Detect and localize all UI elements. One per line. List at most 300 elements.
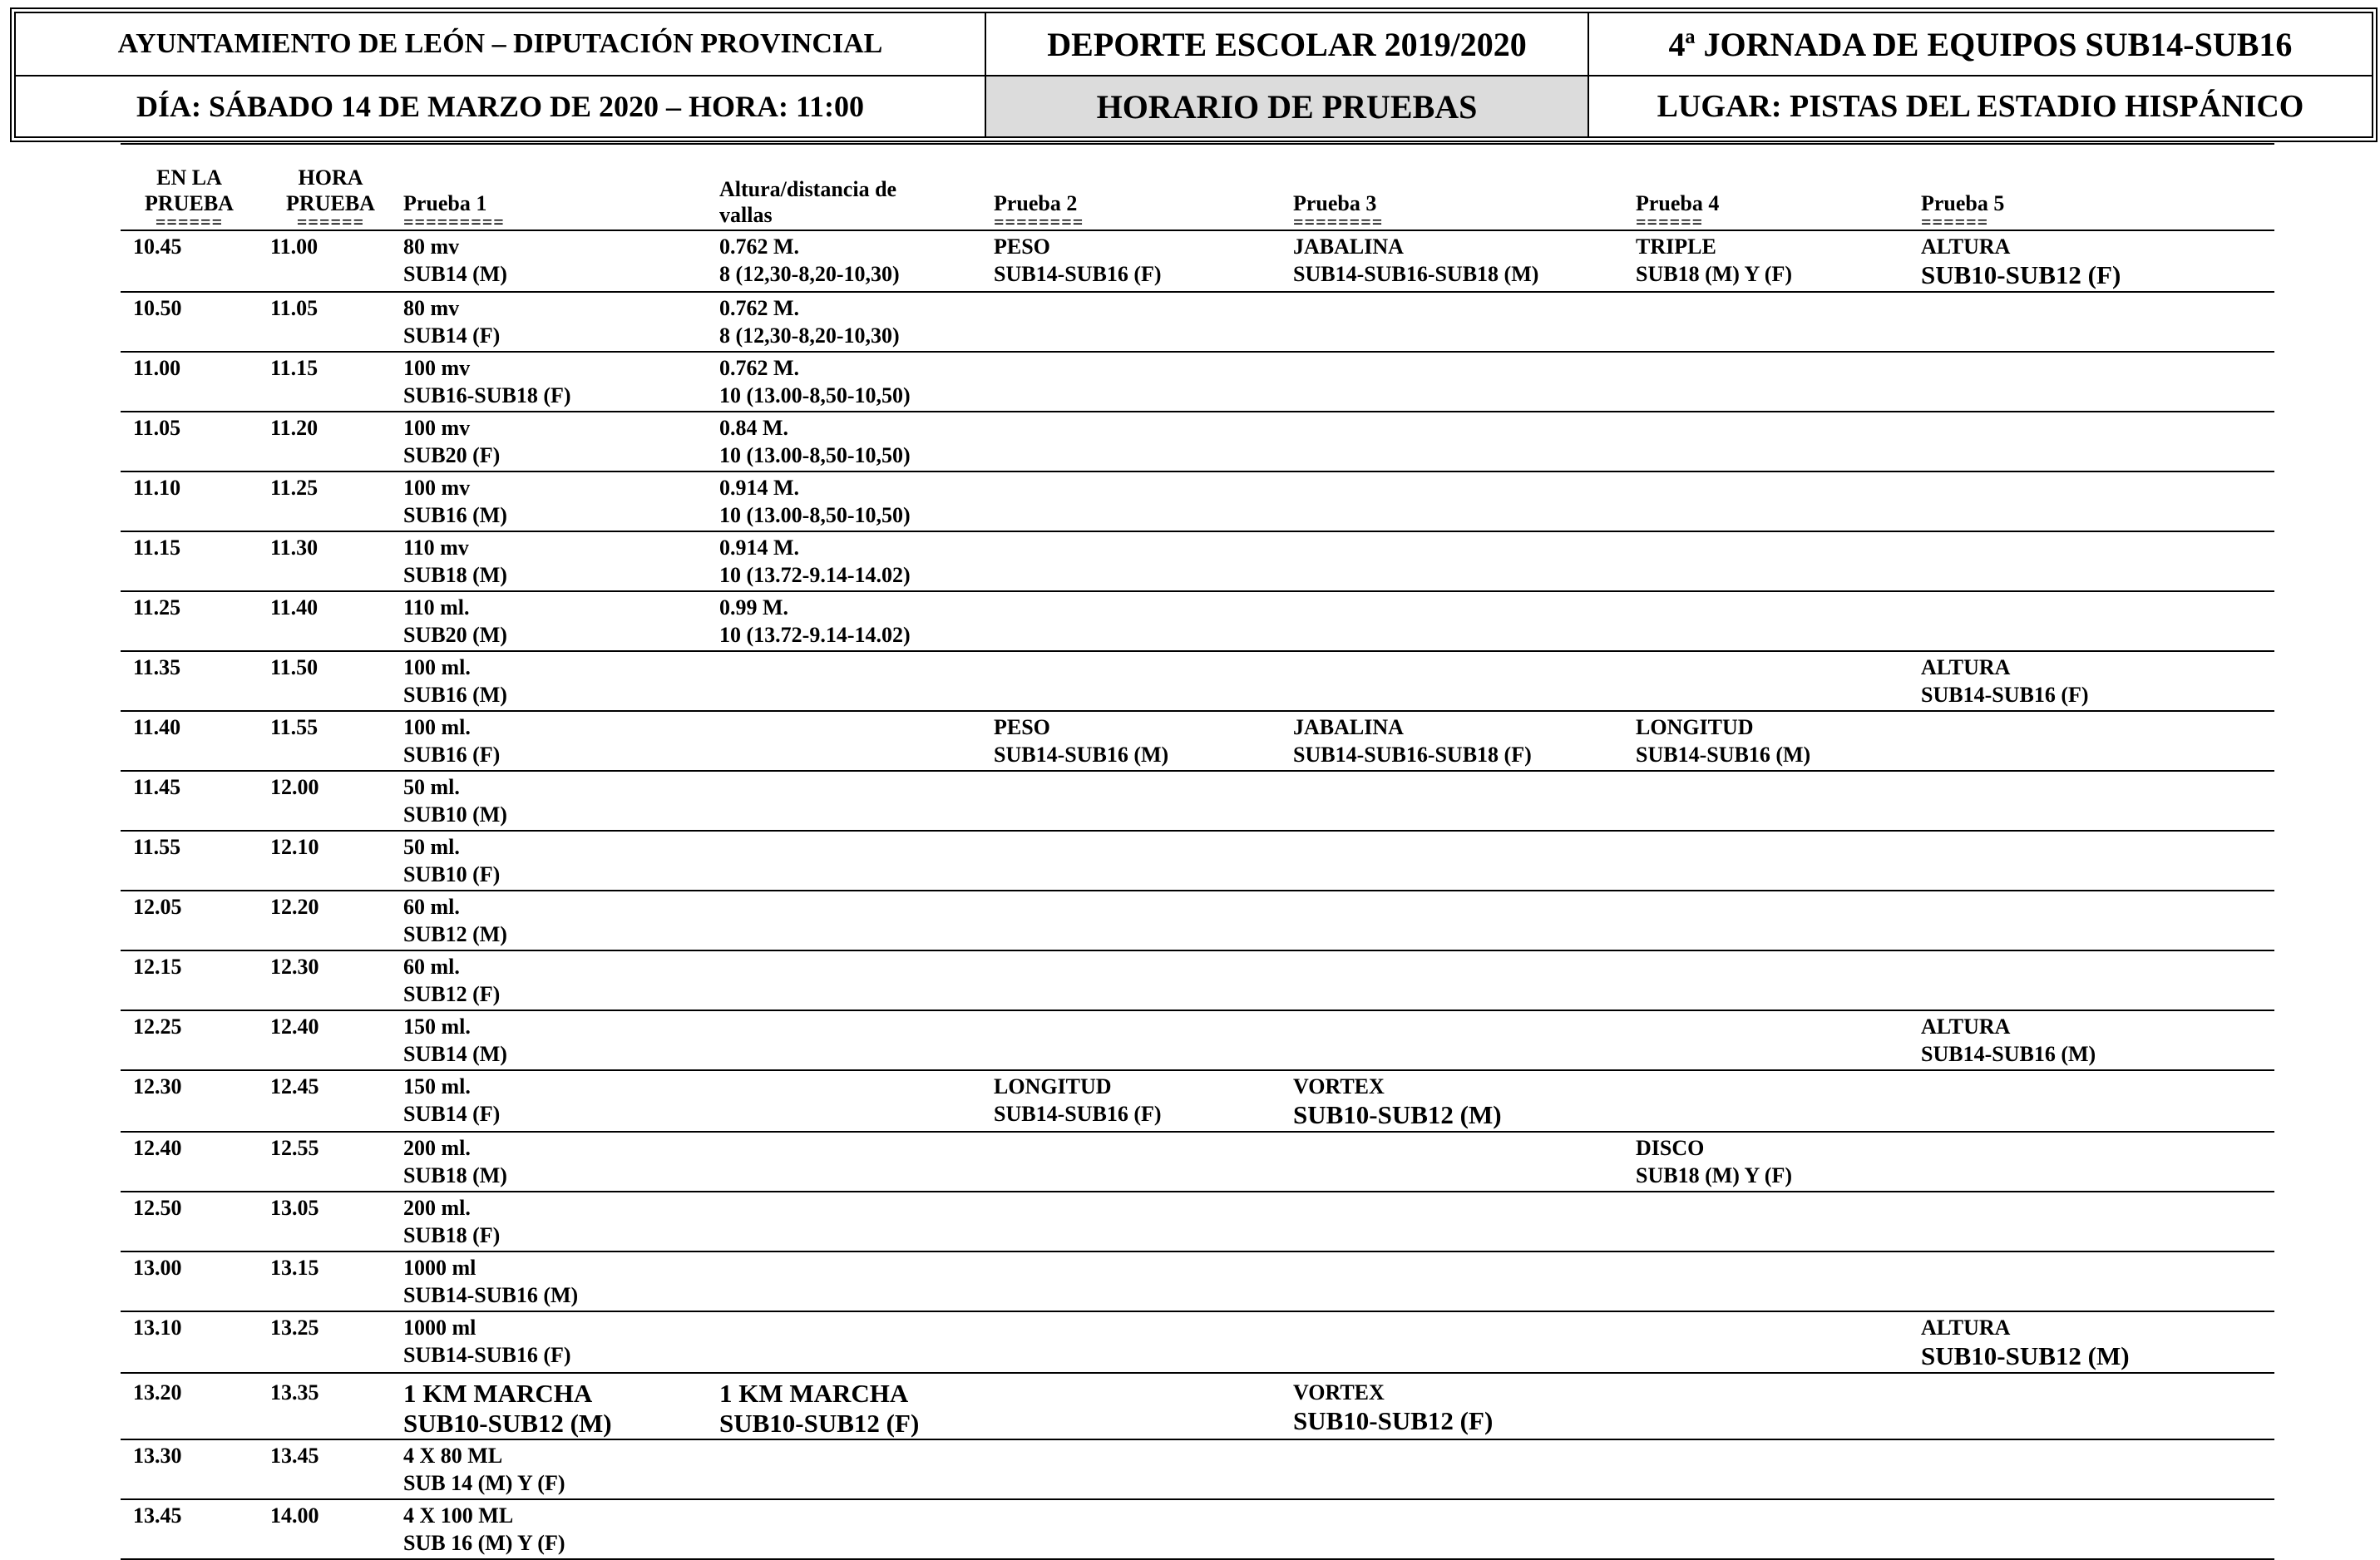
prueba-1-cell bbox=[403, 230, 719, 292]
en-la-prueba-cell: 11.55 bbox=[121, 831, 258, 891]
event-category: SUB10-SUB12 (M) bbox=[1293, 1100, 1502, 1129]
table-row bbox=[121, 1070, 2274, 1132]
hora-prueba-cell: 12.30 bbox=[258, 950, 403, 1010]
prueba-3-cell bbox=[1293, 1251, 1636, 1311]
event-category: SUB10-SUB12 (M) bbox=[403, 1409, 612, 1438]
prueba-1-cell bbox=[403, 531, 719, 591]
prueba-5-cell bbox=[1921, 1311, 2274, 1373]
prueba-5-cell bbox=[1921, 412, 2274, 471]
prueba-5-cell bbox=[1921, 1251, 2274, 1311]
table-row bbox=[121, 591, 2274, 651]
vallas-cell bbox=[719, 711, 994, 771]
event-name: 4 X 100 ML bbox=[403, 1503, 514, 1528]
event-name: 110 mv bbox=[403, 536, 469, 560]
event-name: ALTURA bbox=[1921, 1316, 2011, 1340]
event-name: 0.914 M. bbox=[719, 536, 800, 560]
prueba-1-cell bbox=[403, 1251, 719, 1311]
col-header-prueba-2: Prueba 2 ======== bbox=[994, 145, 1293, 230]
hora-prueba-cell: 13.15 bbox=[258, 1251, 403, 1311]
table-row bbox=[121, 1132, 2274, 1192]
event-category: SUB14 (F) bbox=[403, 1102, 501, 1126]
prueba-3-cell bbox=[1293, 950, 1636, 1010]
prueba-1-cell bbox=[403, 1439, 719, 1499]
table-row bbox=[121, 891, 2274, 950]
prueba-4-cell bbox=[1636, 891, 1921, 950]
event-category: SUB10 (F) bbox=[403, 862, 501, 886]
event-name: 100 mv bbox=[403, 476, 471, 500]
prueba-2-cell bbox=[994, 531, 1293, 591]
event-category: SUB16-SUB18 (F) bbox=[403, 383, 571, 407]
col-header-prueba-1: Prueba 1 ========= bbox=[403, 145, 719, 230]
hora-prueba-cell: 12.20 bbox=[258, 891, 403, 950]
prueba-1-cell bbox=[403, 1132, 719, 1192]
prueba-5-cell bbox=[1921, 352, 2274, 412]
event-category: SUB14-SUB16-SUB18 (M) bbox=[1293, 262, 1539, 286]
hora-prueba-cell: 11.40 bbox=[258, 591, 403, 651]
hora-prueba-cell: 13.45 bbox=[258, 1439, 403, 1499]
prueba-2-cell bbox=[994, 1499, 1293, 1559]
event-name: DISCO bbox=[1636, 1136, 1705, 1160]
event-category: SUB14 (M) bbox=[403, 1042, 507, 1066]
prueba-5-cell bbox=[1921, 471, 2274, 531]
table-row bbox=[121, 831, 2274, 891]
event-name: 4 X 80 ML bbox=[403, 1444, 503, 1468]
vallas-cell bbox=[719, 1499, 994, 1559]
table-row bbox=[121, 471, 2274, 531]
en-la-prueba-cell: 12.30 bbox=[121, 1070, 258, 1132]
prueba-5-cell bbox=[1921, 1192, 2274, 1251]
vallas-cell bbox=[719, 950, 994, 1010]
event-name: 50 ml. bbox=[403, 775, 460, 799]
en-la-prueba-cell: 13.00 bbox=[121, 1251, 258, 1311]
vallas-cell bbox=[719, 352, 994, 412]
prueba-4-cell bbox=[1636, 412, 1921, 471]
prueba-1-cell bbox=[403, 831, 719, 891]
vallas-cell bbox=[719, 651, 994, 711]
prueba-1-cell bbox=[403, 292, 719, 352]
event-name: LONGITUD bbox=[1636, 715, 1754, 739]
event-name: 110 ml. bbox=[403, 595, 470, 620]
event-category: 10 (13.72-9.14-14.02) bbox=[719, 623, 911, 647]
prueba-4-cell bbox=[1636, 711, 1921, 771]
event-name: 50 ml. bbox=[403, 835, 460, 859]
en-la-prueba-cell: 13.10 bbox=[121, 1311, 258, 1373]
table-row bbox=[121, 771, 2274, 831]
event-name: 100 ml. bbox=[403, 655, 471, 679]
prueba-4-cell bbox=[1636, 1070, 1921, 1132]
prueba-1-cell bbox=[403, 1070, 719, 1132]
event-category: SUB10-SUB12 (F) bbox=[719, 1409, 920, 1438]
vallas-cell bbox=[719, 591, 994, 651]
hora-prueba-cell: 11.30 bbox=[258, 531, 403, 591]
prueba-3-cell bbox=[1293, 1132, 1636, 1192]
header-organization: AYUNTAMIENTO DE LEÓN – DIPUTACIÓN PROVINCIAL bbox=[15, 12, 985, 76]
hora-prueba-cell: 13.25 bbox=[258, 1311, 403, 1373]
vallas-cell bbox=[719, 230, 994, 292]
prueba-4-cell bbox=[1636, 471, 1921, 531]
event-name: 150 ml. bbox=[403, 1074, 471, 1098]
prueba-2-cell bbox=[994, 1192, 1293, 1251]
vallas-cell bbox=[719, 292, 994, 352]
hora-prueba-cell: 11.25 bbox=[258, 471, 403, 531]
event-category: SUB12 (M) bbox=[403, 922, 507, 946]
header-venue: LUGAR: PISTAS DEL ESTADIO HISPÁNICO bbox=[1588, 76, 2373, 137]
prueba-5-cell bbox=[1921, 1132, 2274, 1192]
prueba-1-cell bbox=[403, 651, 719, 711]
prueba-2-cell bbox=[994, 292, 1293, 352]
prueba-4-cell bbox=[1636, 1132, 1921, 1192]
en-la-prueba-cell: 11.15 bbox=[121, 531, 258, 591]
prueba-4-cell bbox=[1636, 1439, 1921, 1499]
prueba-5-cell bbox=[1921, 230, 2274, 292]
schedule-header-row bbox=[121, 145, 2274, 230]
vallas-cell bbox=[719, 1439, 994, 1499]
prueba-2-cell bbox=[994, 412, 1293, 471]
en-la-prueba-cell: 11.00 bbox=[121, 352, 258, 412]
en-la-prueba-cell: 12.40 bbox=[121, 1132, 258, 1192]
table-row bbox=[121, 230, 2274, 292]
event-name: 1000 ml bbox=[403, 1256, 476, 1280]
event-name: 100 mv bbox=[403, 356, 471, 380]
schedule-table bbox=[121, 145, 2274, 1560]
en-la-prueba-cell: 12.25 bbox=[121, 1010, 258, 1070]
event-name: 100 ml. bbox=[403, 715, 471, 739]
hora-prueba-cell: 11.55 bbox=[258, 711, 403, 771]
prueba-3-cell bbox=[1293, 831, 1636, 891]
event-category: SUB14-SUB16 (M) bbox=[994, 743, 1169, 767]
col-header-vallas: Altura/distancia de vallas bbox=[719, 145, 994, 230]
hora-prueba-cell: 11.50 bbox=[258, 651, 403, 711]
event-name: 0.99 M. bbox=[719, 595, 789, 620]
vallas-cell bbox=[719, 1192, 994, 1251]
hora-prueba-cell: 11.00 bbox=[258, 230, 403, 292]
event-category: 8 (12,30-8,20-10,30) bbox=[719, 262, 900, 286]
en-la-prueba-cell: 11.45 bbox=[121, 771, 258, 831]
en-la-prueba-cell: 13.45 bbox=[121, 1499, 258, 1559]
en-la-prueba-cell: 11.35 bbox=[121, 651, 258, 711]
event-category: SUB14 (F) bbox=[403, 323, 501, 348]
vallas-cell bbox=[719, 531, 994, 591]
prueba-2-cell bbox=[994, 1373, 1293, 1439]
table-row bbox=[121, 1499, 2274, 1559]
prueba-2-cell bbox=[994, 771, 1293, 831]
prueba-5-cell bbox=[1921, 831, 2274, 891]
prueba-3-cell bbox=[1293, 471, 1636, 531]
event-category: SUB14-SUB16 (M) bbox=[1636, 743, 1811, 767]
event-name: PESO bbox=[994, 234, 1050, 259]
prueba-4-cell bbox=[1636, 651, 1921, 711]
prueba-5-cell bbox=[1921, 1499, 2274, 1559]
prueba-4-cell bbox=[1636, 1010, 1921, 1070]
event-name: 0.84 M. bbox=[719, 416, 789, 440]
event-category: SUB18 (M) bbox=[403, 1163, 507, 1187]
col-header-prueba-5: Prueba 5 ====== bbox=[1921, 145, 2274, 230]
table-row bbox=[121, 531, 2274, 591]
prueba-5-cell bbox=[1921, 1373, 2274, 1439]
prueba-5-cell bbox=[1921, 531, 2274, 591]
prueba-3-cell bbox=[1293, 711, 1636, 771]
event-name: ALTURA bbox=[1921, 234, 2011, 259]
prueba-5-cell bbox=[1921, 1010, 2274, 1070]
event-name: 200 ml. bbox=[403, 1136, 471, 1160]
col-header-en-la-prueba: EN LA PRUEBA ====== bbox=[121, 145, 258, 230]
prueba-3-cell bbox=[1293, 1070, 1636, 1132]
prueba-3-cell bbox=[1293, 412, 1636, 471]
prueba-5-cell bbox=[1921, 591, 2274, 651]
en-la-prueba-cell: 13.30 bbox=[121, 1439, 258, 1499]
event-category: SUB16 (M) bbox=[403, 503, 507, 527]
vallas-cell bbox=[719, 471, 994, 531]
event-category: SUB20 (M) bbox=[403, 623, 507, 647]
event-name: VORTEX bbox=[1293, 1074, 1385, 1098]
event-name: JABALINA bbox=[1293, 234, 1404, 259]
event-category: SUB10-SUB12 (M) bbox=[1921, 1341, 2130, 1370]
vallas-cell bbox=[719, 771, 994, 831]
prueba-4-cell bbox=[1636, 352, 1921, 412]
prueba-1-cell bbox=[403, 412, 719, 471]
table-row bbox=[121, 352, 2274, 412]
prueba-5-cell bbox=[1921, 711, 2274, 771]
event-category: SUB18 (M) Y (F) bbox=[1636, 1163, 1792, 1187]
event-category: SUB18 (M) Y (F) bbox=[1636, 262, 1792, 286]
prueba-1-cell bbox=[403, 1311, 719, 1373]
prueba-5-cell bbox=[1921, 292, 2274, 352]
prueba-2-cell bbox=[994, 950, 1293, 1010]
prueba-5-cell bbox=[1921, 950, 2274, 1010]
header-round: 4ª JORNADA DE EQUIPOS SUB14-SUB16 bbox=[1588, 12, 2373, 76]
prueba-1-cell bbox=[403, 711, 719, 771]
prueba-5-cell bbox=[1921, 1439, 2274, 1499]
en-la-prueba-cell: 11.25 bbox=[121, 591, 258, 651]
hora-prueba-cell: 12.55 bbox=[258, 1132, 403, 1192]
hora-prueba-cell: 12.45 bbox=[258, 1070, 403, 1132]
vallas-cell bbox=[719, 891, 994, 950]
event-category: 10 (13.00-8,50-10,50) bbox=[719, 443, 911, 467]
prueba-2-cell bbox=[994, 230, 1293, 292]
event-category: SUB12 (F) bbox=[403, 982, 501, 1006]
en-la-prueba-cell: 11.10 bbox=[121, 471, 258, 531]
prueba-3-cell bbox=[1293, 591, 1636, 651]
prueba-2-cell bbox=[994, 1251, 1293, 1311]
prueba-4-cell bbox=[1636, 950, 1921, 1010]
event-name: 0.762 M. bbox=[719, 356, 800, 380]
prueba-4-cell bbox=[1636, 1499, 1921, 1559]
event-name: PESO bbox=[994, 715, 1050, 739]
prueba-3-cell bbox=[1293, 1439, 1636, 1499]
event-name: 60 ml. bbox=[403, 895, 460, 919]
hora-prueba-cell: 13.35 bbox=[258, 1373, 403, 1439]
prueba-3-cell bbox=[1293, 1499, 1636, 1559]
prueba-1-cell bbox=[403, 1373, 719, 1439]
event-name: TRIPLE bbox=[1636, 234, 1716, 259]
event-name: ALTURA bbox=[1921, 1014, 2011, 1039]
prueba-1-cell bbox=[403, 1499, 719, 1559]
event-name: 60 ml. bbox=[403, 955, 460, 979]
vallas-cell bbox=[719, 1251, 994, 1311]
event-name: 0.762 M. bbox=[719, 296, 800, 320]
prueba-3-cell bbox=[1293, 1010, 1636, 1070]
event-category: 8 (12,30-8,20-10,30) bbox=[719, 323, 900, 348]
table-row bbox=[121, 1192, 2274, 1251]
prueba-3-cell bbox=[1293, 1311, 1636, 1373]
event-category: SUB10 (M) bbox=[403, 802, 507, 827]
col-header-prueba-3: Prueba 3 ======== bbox=[1293, 145, 1636, 230]
prueba-1-cell bbox=[403, 352, 719, 412]
col-header-hora-prueba: HORA PRUEBA ====== bbox=[258, 145, 403, 230]
table-row bbox=[121, 1439, 2274, 1499]
prueba-2-cell bbox=[994, 1311, 1293, 1373]
hora-prueba-cell: 13.05 bbox=[258, 1192, 403, 1251]
event-category: SUB16 (M) bbox=[403, 683, 507, 707]
prueba-4-cell bbox=[1636, 1373, 1921, 1439]
event-category: SUB18 (F) bbox=[403, 1223, 501, 1247]
prueba-2-cell bbox=[994, 352, 1293, 412]
vallas-cell bbox=[719, 1010, 994, 1070]
prueba-1-cell bbox=[403, 1010, 719, 1070]
prueba-1-cell bbox=[403, 771, 719, 831]
event-category: SUB20 (F) bbox=[403, 443, 501, 467]
prueba-5-cell bbox=[1921, 651, 2274, 711]
prueba-5-cell bbox=[1921, 771, 2274, 831]
event-name: 80 mv bbox=[403, 296, 460, 320]
prueba-2-cell bbox=[994, 1010, 1293, 1070]
en-la-prueba-cell: 10.50 bbox=[121, 292, 258, 352]
prueba-4-cell bbox=[1636, 1251, 1921, 1311]
event-category: SUB14-SUB16 (F) bbox=[994, 1102, 1162, 1126]
vallas-cell bbox=[719, 1070, 994, 1132]
prueba-2-cell bbox=[994, 1070, 1293, 1132]
prueba-3-cell bbox=[1293, 1192, 1636, 1251]
event-name: 1 KM MARCHA bbox=[719, 1379, 909, 1408]
vallas-cell bbox=[719, 1373, 994, 1439]
en-la-prueba-cell: 13.20 bbox=[121, 1373, 258, 1439]
prueba-4-cell bbox=[1636, 771, 1921, 831]
header-title: HORARIO DE PRUEBAS bbox=[985, 76, 1588, 137]
event-name: 100 mv bbox=[403, 416, 471, 440]
event-category: SUB14-SUB16 (F) bbox=[403, 1343, 571, 1367]
prueba-2-cell bbox=[994, 591, 1293, 651]
hora-prueba-cell: 11.15 bbox=[258, 352, 403, 412]
hora-prueba-cell: 14.00 bbox=[258, 1499, 403, 1559]
prueba-3-cell bbox=[1293, 292, 1636, 352]
hora-prueba-cell: 12.00 bbox=[258, 771, 403, 831]
header-program: DEPORTE ESCOLAR 2019/2020 bbox=[985, 12, 1588, 76]
prueba-4-cell bbox=[1636, 292, 1921, 352]
event-category: 10 (13.72-9.14-14.02) bbox=[719, 563, 911, 587]
prueba-4-cell bbox=[1636, 230, 1921, 292]
table-row bbox=[121, 412, 2274, 471]
table-row bbox=[121, 651, 2274, 711]
schedule-body bbox=[121, 230, 2274, 1559]
event-category: SUB14-SUB16 (M) bbox=[403, 1283, 579, 1307]
prueba-1-cell bbox=[403, 1192, 719, 1251]
hora-prueba-cell: 11.05 bbox=[258, 292, 403, 352]
en-la-prueba-cell: 11.40 bbox=[121, 711, 258, 771]
hora-prueba-cell: 11.20 bbox=[258, 412, 403, 471]
event-name: VORTEX bbox=[1293, 1380, 1385, 1404]
vallas-cell bbox=[719, 1311, 994, 1373]
event-category: SUB 14 (M) Y (F) bbox=[403, 1471, 565, 1495]
prueba-3-cell bbox=[1293, 531, 1636, 591]
event-category: 10 (13.00-8,50-10,50) bbox=[719, 383, 911, 407]
prueba-5-cell bbox=[1921, 891, 2274, 950]
prueba-2-cell bbox=[994, 471, 1293, 531]
event-name: 0.914 M. bbox=[719, 476, 800, 500]
en-la-prueba-cell: 11.05 bbox=[121, 412, 258, 471]
event-category: SUB18 (M) bbox=[403, 563, 507, 587]
event-category: SUB14-SUB16 (F) bbox=[1921, 683, 2089, 707]
en-la-prueba-cell: 12.05 bbox=[121, 891, 258, 950]
table-row bbox=[121, 1311, 2274, 1373]
event-name: JABALINA bbox=[1293, 715, 1404, 739]
table-row bbox=[121, 1251, 2274, 1311]
event-name: 0.762 M. bbox=[719, 234, 800, 259]
prueba-4-cell bbox=[1636, 591, 1921, 651]
en-la-prueba-cell: 12.15 bbox=[121, 950, 258, 1010]
prueba-3-cell bbox=[1293, 771, 1636, 831]
col-header-prueba-4: Prueba 4 ====== bbox=[1636, 145, 1921, 230]
event-category: SUB14-SUB16 (M) bbox=[1921, 1042, 2096, 1066]
prueba-1-cell bbox=[403, 891, 719, 950]
prueba-3-cell bbox=[1293, 230, 1636, 292]
table-row bbox=[121, 1373, 2274, 1439]
hora-prueba-cell: 12.40 bbox=[258, 1010, 403, 1070]
prueba-3-cell bbox=[1293, 352, 1636, 412]
table-row bbox=[121, 1010, 2274, 1070]
event-name: 1000 ml bbox=[403, 1316, 476, 1340]
event-category: SUB14-SUB16-SUB18 (F) bbox=[1293, 743, 1532, 767]
event-category: SUB14-SUB16 (F) bbox=[994, 262, 1162, 286]
vallas-cell bbox=[719, 412, 994, 471]
prueba-1-cell bbox=[403, 591, 719, 651]
event-name: 200 ml. bbox=[403, 1196, 471, 1220]
prueba-4-cell bbox=[1636, 1311, 1921, 1373]
prueba-2-cell bbox=[994, 831, 1293, 891]
event-category: SUB10-SUB12 (F) bbox=[1293, 1406, 1494, 1435]
prueba-1-cell bbox=[403, 471, 719, 531]
event-name: 1 KM MARCHA bbox=[403, 1379, 593, 1408]
prueba-4-cell bbox=[1636, 531, 1921, 591]
event-category: 10 (13.00-8,50-10,50) bbox=[719, 503, 911, 527]
table-row bbox=[121, 950, 2274, 1010]
header-date: DÍA: SÁBADO 14 DE MARZO DE 2020 – HORA: 11:00 bbox=[15, 76, 985, 137]
prueba-2-cell bbox=[994, 1439, 1293, 1499]
event-name: 80 mv bbox=[403, 234, 460, 259]
en-la-prueba-cell: 10.45 bbox=[121, 230, 258, 292]
prueba-2-cell bbox=[994, 651, 1293, 711]
event-name: ALTURA bbox=[1921, 655, 2011, 679]
header-table bbox=[14, 12, 2373, 138]
prueba-3-cell bbox=[1293, 651, 1636, 711]
prueba-4-cell bbox=[1636, 1192, 1921, 1251]
table-row bbox=[121, 292, 2274, 352]
table-row bbox=[121, 711, 2274, 771]
prueba-2-cell bbox=[994, 891, 1293, 950]
vallas-cell bbox=[719, 1132, 994, 1192]
event-category: SUB10-SUB12 (F) bbox=[1921, 260, 2121, 289]
prueba-4-cell bbox=[1636, 831, 1921, 891]
event-category: SUB 16 (M) Y (F) bbox=[403, 1531, 565, 1555]
event-name: LONGITUD bbox=[994, 1074, 1112, 1098]
prueba-1-cell bbox=[403, 950, 719, 1010]
prueba-2-cell bbox=[994, 711, 1293, 771]
prueba-2-cell bbox=[994, 1132, 1293, 1192]
prueba-3-cell bbox=[1293, 1373, 1636, 1439]
event-category: SUB14 (M) bbox=[403, 262, 507, 286]
hora-prueba-cell: 12.10 bbox=[258, 831, 403, 891]
vallas-cell bbox=[719, 831, 994, 891]
en-la-prueba-cell: 12.50 bbox=[121, 1192, 258, 1251]
